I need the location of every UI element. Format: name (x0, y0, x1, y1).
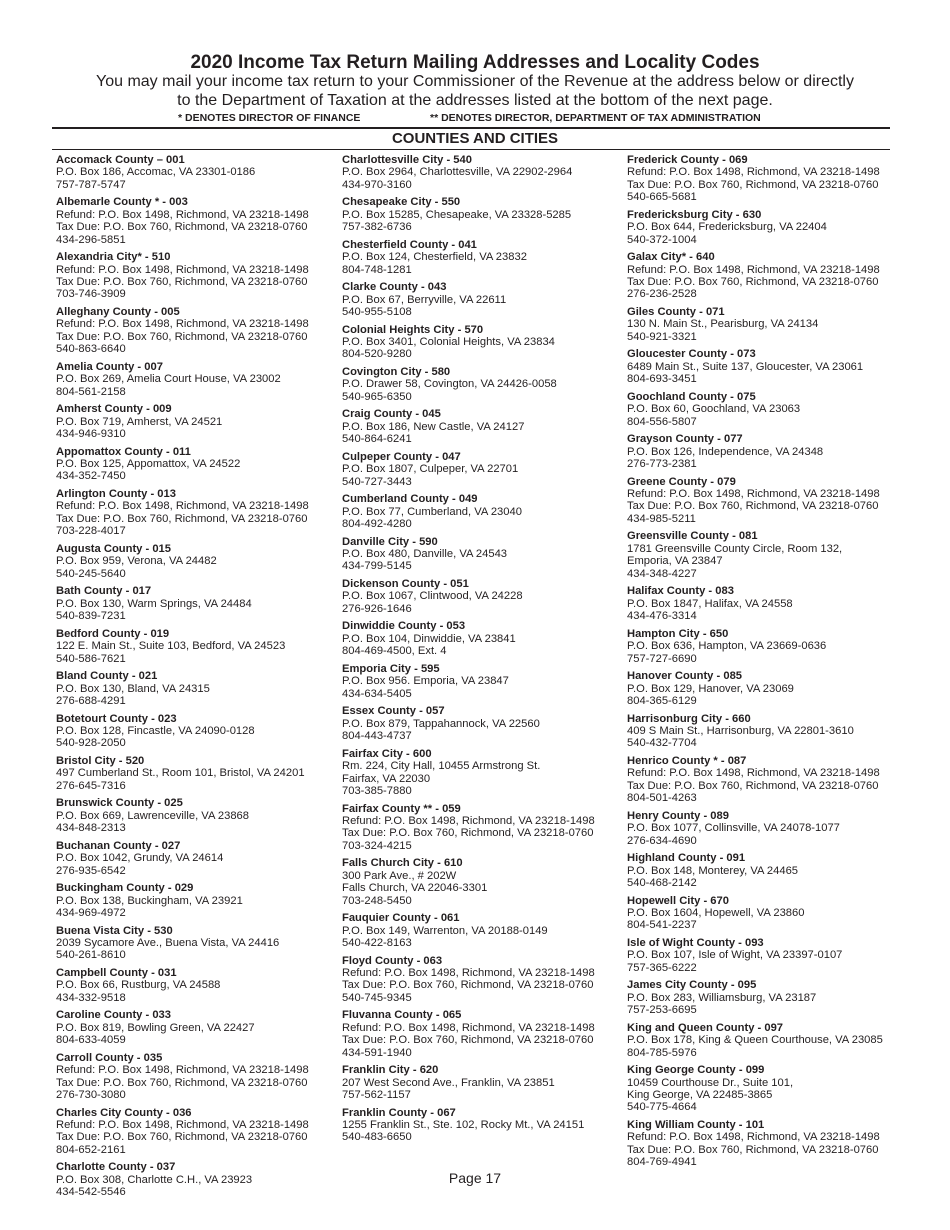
locality-detail-line: Tax Due: P.O. Box 760, Richmond, VA 23218-0760 (56, 1131, 308, 1144)
locality-entry (56, 755, 356, 792)
locality-entry (342, 154, 642, 191)
locality-entry (342, 1107, 642, 1144)
locality-name: Isle of Wight County - 093 (627, 936, 764, 949)
locality-detail-line: P.O. Box 1077, Collinsville, VA 24078-1077 (627, 822, 840, 835)
locality-entry (342, 748, 642, 798)
locality-detail-line: Rm. 224, City Hall, 10455 Armstrong St. (342, 760, 541, 773)
locality-detail-line: 540-775-4664 (627, 1101, 697, 1114)
locality-detail-line: Refund: P.O. Box 1498, Richmond, VA 23218-1498 (56, 1064, 309, 1077)
locality-detail-line: Refund: P.O. Box 1498, Richmond, VA 23218-1498 (627, 166, 880, 179)
locality-entry (56, 670, 356, 707)
locality-entry (342, 578, 642, 615)
page-number: Page 17 (448, 1170, 502, 1186)
locality-entry (627, 628, 927, 665)
locality-detail-line: 540-468-2142 (627, 876, 697, 889)
locality-detail-line: Tax Due: P.O. Box 760, Richmond, VA 23218-0760 (56, 276, 308, 289)
locality-entry (627, 979, 927, 1016)
header-divider (52, 127, 890, 129)
locality-entry (56, 925, 356, 962)
locality-detail-line: 2039 Sycamore Ave., Buena Vista, VA 24416 (56, 936, 280, 949)
locality-name: Colonial Heights City - 570 (342, 323, 484, 336)
locality-name: Chesterfield County - 041 (342, 238, 477, 251)
locality-entry (56, 251, 356, 301)
locality-detail-line: P.O. Box 148, Monterey, VA 24465 (627, 864, 799, 877)
locality-name: Greensville County - 081 (627, 530, 758, 543)
locality-detail-line: Falls Church, VA 22046-3301 (342, 882, 488, 895)
locality-entry (342, 408, 642, 445)
locality-detail-line: 804-443-4737 (342, 730, 412, 743)
locality-detail-line: 434-476-3314 (627, 610, 697, 623)
locality-name: Brunswick County - 025 (56, 797, 183, 810)
locality-detail-line: P.O. Box 130, Warm Springs, VA 24484 (56, 597, 252, 610)
locality-detail-line: 540-372-1004 (627, 233, 697, 246)
locality-name: Arlington County - 013 (56, 488, 176, 501)
locality-detail-line: 804-561-2158 (56, 385, 126, 398)
locality-detail-line: 434-969-4972 (56, 906, 126, 919)
locality-detail-line: Refund: P.O. Box 1498, Richmond, VA 23218-1498 (627, 263, 880, 276)
locality-entry (627, 810, 927, 847)
locality-detail-line: 540-727-3443 (342, 475, 412, 488)
locality-name: Alleghany County - 005 (56, 306, 180, 319)
locality-name: Goochland County - 075 (627, 390, 756, 403)
locality-detail-line: Tax Due: P.O. Box 760, Richmond, VA 23218-0760 (627, 1143, 879, 1156)
locality-detail-line: P.O. Box 67, Berryville, VA 22611 (342, 293, 507, 306)
locality-detail-line: Tax Due: P.O. Box 760, Richmond, VA 23218-0760 (56, 221, 308, 234)
locality-entry (627, 755, 927, 805)
locality-name: Halifax County - 083 (627, 585, 734, 598)
locality-detail-line: 757-365-6222 (627, 961, 697, 974)
locality-entry (627, 433, 927, 470)
locality-detail-line: Tax Due: P.O. Box 760, Richmond, VA 23218-0760 (627, 276, 879, 289)
locality-entry (342, 536, 642, 573)
locality-entry (342, 451, 642, 488)
locality-detail-line: P.O. Box 1067, Clintwood, VA 24228 (342, 590, 523, 603)
note-director-tax-administration: ** DENOTES DIRECTOR, DEPARTMENT OF TAX ADMINISTRATION (430, 112, 761, 124)
locality-entry (56, 967, 356, 1004)
locality-entry (627, 476, 927, 526)
locality-detail-line: 434-848-2313 (56, 822, 126, 835)
locality-name: Galax City* - 640 (627, 251, 715, 264)
locality-name: Caroline County - 033 (56, 1009, 172, 1022)
locality-name: Albemarle County * - 003 (56, 196, 188, 209)
locality-detail-line: P.O. Box 1604, Hopewell, VA 23860 (627, 906, 805, 919)
locality-entry (56, 840, 356, 877)
locality-detail-line: 434-985-5211 (627, 512, 696, 525)
locality-name: Frederick County - 069 (627, 154, 748, 166)
locality-detail-line: Tax Due: P.O. Box 760, Richmond, VA 23218-0760 (342, 827, 594, 840)
locality-detail-line: Tax Due: P.O. Box 760, Richmond, VA 23218-0760 (342, 979, 594, 992)
intro-text: You may mail your income tax return to your Commissioner of the Revenue at the address below or directly to the Department of Taxation at the addresses listed at the bottom of the next page. (96, 73, 854, 109)
locality-entry (627, 713, 927, 750)
locality-name: Chesapeake City - 550 (342, 196, 461, 209)
locality-name: Dickenson County - 051 (342, 578, 469, 591)
locality-detail-line: 540-863-6640 (56, 343, 126, 356)
locality-detail-line: 757-382-6736 (342, 221, 412, 234)
locality-entry (627, 1064, 927, 1114)
locality-detail-line: 1781 Greensville County Circle, Room 132, (627, 542, 843, 555)
locality-detail-line: P.O. Box 669, Lawrenceville, VA 23868 (56, 809, 250, 822)
locality-detail-line: 540-432-7704 (627, 737, 697, 750)
locality-name: Emporia City - 595 (342, 662, 440, 675)
locality-detail-line: P.O. Box 60, Goochland, VA 23063 (627, 403, 801, 416)
locality-detail-line: P.O. Box 959, Verona, VA 24482 (56, 555, 217, 568)
locality-detail-line: Refund: P.O. Box 1498, Richmond, VA 23218-1498 (56, 1118, 309, 1131)
locality-entry (56, 403, 356, 440)
locality-name: Accomack County – 001 (56, 154, 185, 166)
locality-detail-line: P.O. Box 138, Buckingham, VA 23921 (56, 894, 243, 907)
locality-detail-line: 540-745-9345 (342, 991, 412, 1004)
locality-detail-line: 540-261-8610 (56, 949, 126, 962)
locality-name: Fredericksburg City - 630 (627, 208, 762, 221)
locality-detail-line: P.O. Box 2964, Charlottesville, VA 22902-2964 (342, 166, 573, 179)
locality-detail-line: Refund: P.O. Box 1498, Richmond, VA 23218-1498 (56, 318, 309, 331)
locality-name: Charlottesville City - 540 (342, 154, 472, 166)
locality-entry (627, 585, 927, 622)
locality-detail-line: 276-730-3080 (56, 1088, 126, 1101)
locality-detail-line: 540-665-5681 (627, 191, 697, 204)
locality-detail-line: P.O. Box 636, Hampton, VA 23669-0636 (627, 640, 827, 653)
locality-entry (342, 1009, 642, 1059)
locality-name: Danville City - 590 (342, 535, 438, 548)
locality-entry (627, 251, 927, 301)
locality-detail-line: 276-634-4690 (627, 834, 697, 847)
page-title: 2020 Income Tax Return Mailing Addresses and Locality Codes (190, 52, 760, 73)
locality-detail-line: 434-970-3160 (342, 178, 412, 191)
locality-name: Buena Vista City - 530 (56, 924, 173, 937)
locality-entry (56, 1052, 356, 1102)
locality-detail-line: 804-693-3451 (627, 373, 697, 386)
locality-detail-line: Tax Due: P.O. Box 760, Richmond, VA 23218-0760 (627, 178, 879, 191)
locality-entry (627, 937, 927, 974)
locality-name: Gloucester County - 073 (627, 348, 756, 361)
locality-detail-line: 497 Cumberland St., Room 101, Bristol, VA 24201 (56, 767, 305, 780)
locality-detail-line: Tax Due: P.O. Box 760, Richmond, VA 23218-0760 (56, 330, 308, 343)
locality-detail-line: Tax Due: P.O. Box 760, Richmond, VA 23218-0760 (56, 512, 308, 525)
locality-detail-line: P.O. Box 104, Dinwiddie, VA 23841 (342, 632, 516, 645)
locality-detail-line: 540-245-5640 (56, 567, 126, 580)
locality-detail-line: 434-799-5145 (342, 560, 412, 573)
locality-detail-line: Refund: P.O. Box 1498, Richmond, VA 23218-1498 (627, 767, 880, 780)
locality-name: Harrisonburg City - 660 (627, 712, 751, 725)
locality-detail-line: 434-352-7450 (56, 470, 126, 483)
locality-detail-line: 434-332-9518 (56, 991, 126, 1004)
locality-entry (56, 306, 356, 356)
locality-name: Charlotte County - 037 (56, 1161, 176, 1174)
locality-detail-line: P.O. Box 129, Hanover, VA 23069 (627, 682, 794, 695)
locality-name: Floyd County - 063 (342, 954, 443, 967)
locality-detail-line: Refund: P.O. Box 1498, Richmond, VA 23218-1498 (627, 488, 880, 501)
locality-name: Fauquier County - 061 (342, 912, 460, 925)
locality-entry (56, 446, 356, 483)
locality-entry (56, 797, 356, 834)
locality-detail-line: 757-727-6690 (627, 652, 697, 665)
locality-detail-line: 122 E. Main St., Suite 103, Bedford, VA 24523 (56, 640, 286, 653)
section-divider (52, 149, 890, 150)
locality-detail-line: Refund: P.O. Box 1498, Richmond, VA 23218-1498 (342, 966, 595, 979)
locality-detail-line: 804-652-2161 (56, 1143, 126, 1156)
note-director-of-finance: * DENOTES DIRECTOR OF FINANCE (178, 112, 361, 124)
locality-name: Amelia County - 007 (56, 360, 163, 373)
locality-name: Hanover County - 085 (627, 670, 743, 683)
locality-detail-line: 540-586-7621 (56, 652, 126, 665)
locality-entry (627, 154, 927, 204)
locality-entry (56, 154, 356, 191)
locality-detail-line: P.O. Box 128, Fincastle, VA 24090-0128 (56, 724, 255, 737)
locality-detail-line: P.O. Box 644, Fredericksburg, VA 22404 (627, 221, 827, 234)
locality-detail-line: Refund: P.O. Box 1498, Richmond, VA 23218-1498 (56, 263, 309, 276)
locality-name: Essex County - 057 (342, 705, 445, 718)
locality-detail-line: P.O. Box 186, New Castle, VA 24127 (342, 420, 525, 433)
locality-detail-line: P.O. Box 956. Emporia, VA 23847 (342, 675, 509, 688)
locality-column-2 (342, 154, 642, 1149)
locality-name: King and Queen County - 097 (627, 1021, 784, 1034)
locality-entry (342, 955, 642, 1005)
locality-name: Covington City - 580 (342, 366, 451, 379)
locality-detail-line: 434-946-9310 (56, 428, 126, 441)
locality-entry (342, 493, 642, 530)
locality-entry (627, 306, 927, 343)
locality-detail-line: P.O. Box 130, Bland, VA 24315 (56, 682, 210, 695)
locality-detail-line: 804-520-9280 (342, 348, 412, 361)
locality-detail-line: P.O. Box 3401, Colonial Heights, VA 23834 (342, 336, 555, 349)
locality-name: King George County - 099 (627, 1064, 765, 1077)
locality-detail-line: P.O. Box 480, Danville, VA 24543 (342, 548, 508, 561)
locality-name: Botetourt County - 023 (56, 712, 177, 725)
locality-name: Fairfax City - 600 (342, 747, 432, 760)
locality-entry (342, 620, 642, 657)
locality-name: Hopewell City - 670 (627, 894, 729, 907)
locality-detail-line: P.O. Drawer 58, Covington, VA 24426-0058 (342, 378, 557, 391)
locality-detail-line: 804-492-4280 (342, 518, 412, 531)
locality-detail-line: P.O. Box 66, Rustburg, VA 24588 (56, 979, 221, 992)
locality-name: Fairfax County ** - 059 (342, 802, 461, 815)
locality-detail-line: P.O. Box 308, Charlotte C.H., VA 23923 (56, 1173, 253, 1186)
locality-detail-line: 130 N. Main St., Pearisburg, VA 24134 (627, 318, 819, 331)
locality-detail-line: 804-501-4263 (627, 792, 697, 805)
locality-detail-line: 540-955-5108 (342, 306, 412, 319)
locality-detail-line: 434-296-5851 (56, 233, 126, 246)
locality-name: Henry County - 089 (627, 809, 729, 822)
locality-detail-line: Refund: P.O. Box 1498, Richmond, VA 23218-1498 (342, 1021, 595, 1034)
locality-detail-line: P.O. Box 15285, Chesapeake, VA 23328-5285 (342, 208, 572, 221)
locality-detail-line: 804-365-6129 (627, 694, 697, 707)
locality-entry (56, 488, 356, 538)
locality-detail-line: 540-965-6350 (342, 390, 412, 403)
locality-detail-line: 757-253-6695 (627, 1004, 697, 1017)
locality-detail-line: P.O. Box 879, Tappahannock, VA 22560 (342, 717, 540, 730)
locality-detail-line: Refund: P.O. Box 1498, Richmond, VA 23218-1498 (56, 500, 309, 513)
locality-entry (56, 713, 356, 750)
locality-entry (627, 1119, 927, 1169)
locality-detail-line: 276-926-1646 (342, 602, 412, 615)
locality-detail-line: P.O. Box 1042, Grundy, VA 24614 (56, 852, 224, 865)
locality-entry (56, 361, 356, 398)
locality-detail-line: Tax Due: P.O. Box 760, Richmond, VA 23218-0760 (342, 1034, 594, 1047)
locality-detail-line: 276-688-4291 (56, 694, 126, 707)
locality-entry (342, 663, 642, 700)
locality-name: Henrico County * - 087 (627, 754, 747, 767)
locality-entry (627, 209, 927, 246)
locality-column-1 (56, 154, 356, 1204)
locality-detail-line: P.O. Box 125, Appomattox, VA 24522 (56, 458, 241, 471)
locality-entry (342, 239, 642, 276)
locality-detail-line: 804-748-1281 (342, 263, 412, 276)
locality-entry (342, 1064, 642, 1101)
locality-detail-line: 540-839-7231 (56, 610, 126, 623)
locality-entry (342, 324, 642, 361)
locality-detail-line: 540-928-2050 (56, 737, 126, 750)
locality-detail-line: P.O. Box 77, Cumberland, VA 23040 (342, 505, 522, 518)
locality-detail-line: P.O. Box 1807, Culpeper, VA 22701 (342, 463, 519, 476)
locality-detail-line: Refund: P.O. Box 1498, Richmond, VA 23218-1498 (56, 208, 309, 221)
locality-detail-line: 703-324-4215 (342, 839, 412, 852)
locality-entry (342, 912, 642, 949)
locality-detail-line: 804-633-4059 (56, 1034, 126, 1047)
locality-name: Bland County - 021 (56, 670, 158, 683)
locality-detail-line: P.O. Box 269, Amelia Court House, VA 23002 (56, 373, 281, 386)
locality-detail-line: Tax Due: P.O. Box 760, Richmond, VA 23218-0760 (627, 500, 879, 513)
locality-detail-line: P.O. Box 283, Williamsburg, VA 23187 (627, 991, 817, 1004)
locality-detail-line: P.O. Box 149, Warrenton, VA 20188-0149 (342, 924, 548, 937)
locality-detail-line: 703-385-7880 (342, 784, 412, 797)
locality-detail-line: Emporia, VA 23847 (627, 555, 723, 568)
locality-name: Buchanan County - 027 (56, 839, 181, 852)
locality-name: Charles City County - 036 (56, 1106, 192, 1119)
locality-name: Bedford County - 019 (56, 627, 170, 640)
locality-name: Greene County - 079 (627, 475, 736, 488)
locality-detail-line: 276-773-2381 (627, 458, 697, 471)
locality-entry (56, 196, 356, 246)
locality-detail-line: P.O. Box 124, Chesterfield, VA 23832 (342, 251, 527, 264)
locality-entry (342, 857, 642, 907)
locality-detail-line: P.O. Box 126, Independence, VA 24348 (627, 445, 824, 458)
locality-detail-line: 276-645-7316 (56, 779, 126, 792)
locality-name: Appomattox County - 011 (56, 445, 191, 458)
locality-detail-line: Tax Due: P.O. Box 760, Richmond, VA 23218-0760 (627, 779, 879, 792)
locality-name: Craig County - 045 (342, 408, 441, 421)
locality-detail-line: 703-228-4017 (56, 525, 126, 538)
locality-detail-line: 434-542-5546 (56, 1186, 126, 1199)
locality-entry (342, 705, 642, 742)
locality-entry (56, 543, 356, 580)
locality-detail-line: 434-348-4227 (627, 567, 697, 580)
locality-entry (627, 348, 927, 385)
locality-detail-line: 540-422-8163 (342, 936, 412, 949)
locality-detail-line: 10459 Courthouse Dr., Suite 101, (627, 1076, 794, 1089)
locality-entry (342, 196, 642, 233)
locality-detail-line: 703-746-3909 (56, 288, 126, 301)
locality-detail-line: P.O. Box 819, Bowling Green, VA 22427 (56, 1021, 255, 1034)
locality-name: Culpeper County - 047 (342, 450, 461, 463)
locality-name: Highland County - 091 (627, 852, 746, 865)
locality-detail-line: 434-634-5405 (342, 687, 412, 700)
locality-detail-line: 409 S Main St., Harrisonburg, VA 22801-3610 (627, 724, 854, 737)
locality-entry (56, 882, 356, 919)
locality-detail-line: 540-483-6650 (342, 1131, 412, 1144)
locality-name: Amherst County - 009 (56, 403, 172, 416)
locality-detail-line: 434-591-1940 (342, 1046, 412, 1059)
locality-name: Bristol City - 520 (56, 754, 145, 767)
locality-detail-line: 757-787-5747 (56, 178, 126, 191)
locality-name: Bath County - 017 (56, 585, 152, 598)
locality-detail-line: 276-935-6542 (56, 864, 126, 877)
locality-detail-line: P.O. Box 719, Amherst, VA 24521 (56, 415, 223, 428)
locality-detail-line: 276-236-2528 (627, 288, 697, 301)
locality-detail-line: P.O. Box 107, Isle of Wight, VA 23397-0107 (627, 949, 843, 962)
locality-detail-line: 804-541-2237 (627, 919, 697, 932)
locality-name: Giles County - 071 (627, 306, 725, 319)
locality-entry (627, 670, 927, 707)
locality-entry (342, 281, 642, 318)
locality-name: Cumberland County - 049 (342, 493, 478, 506)
locality-detail-line: 6489 Main St., Suite 137, Gloucester, VA 23061 (627, 360, 864, 373)
locality-entry (56, 628, 356, 665)
locality-entry (627, 852, 927, 889)
locality-detail-line: 804-769-4941 (627, 1156, 697, 1169)
locality-detail-line: 540-921-3321 (627, 330, 697, 343)
locality-entry (56, 1009, 356, 1046)
locality-entry (56, 585, 356, 622)
locality-entry (627, 530, 927, 580)
locality-name: Hampton City - 650 (627, 627, 729, 640)
locality-name: Falls Church City - 610 (342, 857, 463, 870)
locality-name: Fluvanna County - 065 (342, 1009, 462, 1022)
locality-detail-line: 207 West Second Ave., Franklin, VA 23851 (342, 1076, 555, 1089)
locality-name: Franklin County - 067 (342, 1106, 456, 1119)
section-heading: COUNTIES AND CITIES (391, 130, 559, 147)
locality-name: Dinwiddie County - 053 (342, 620, 466, 633)
locality-entry (342, 803, 642, 853)
locality-name: Alexandria City* - 510 (56, 251, 171, 264)
locality-name: Carroll County - 035 (56, 1051, 163, 1064)
locality-detail-line: 540-864-6241 (342, 433, 412, 446)
locality-name: King William County - 101 (627, 1118, 765, 1131)
locality-detail-line: 1255 Franklin St., Ste. 102, Rocky Mt., VA 24151 (342, 1118, 585, 1131)
locality-name: Augusta County - 015 (56, 542, 171, 555)
locality-detail-line: 804-556-5807 (627, 415, 697, 428)
locality-entry (56, 1107, 356, 1157)
locality-detail-line: 804-469-4500, Ext. 4 (342, 645, 447, 658)
locality-entry (627, 391, 927, 428)
locality-name: James City County - 095 (627, 979, 757, 992)
locality-entry (342, 366, 642, 403)
locality-name: Buckingham County - 029 (56, 882, 194, 895)
locality-detail-line: P.O. Box 186, Accomac, VA 23301-0186 (56, 166, 256, 179)
locality-name: Clarke County - 043 (342, 281, 447, 294)
locality-detail-line: 300 Park Ave., # 202W (342, 869, 457, 882)
locality-detail-line: Fairfax, VA 22030 (342, 772, 431, 785)
locality-detail-line: Refund: P.O. Box 1498, Richmond, VA 23218-1498 (627, 1131, 880, 1144)
locality-column-3 (627, 154, 927, 1174)
locality-entry (627, 1022, 927, 1059)
locality-detail-line: 804-785-5976 (627, 1046, 697, 1059)
locality-detail-line: Refund: P.O. Box 1498, Richmond, VA 23218-1498 (342, 814, 595, 827)
locality-detail-line: P.O. Box 178, King & Queen Courthouse, VA 23085 (627, 1034, 883, 1047)
locality-detail-line: Tax Due: P.O. Box 760, Richmond, VA 23218-0760 (56, 1076, 308, 1089)
locality-name: Franklin City - 620 (342, 1064, 439, 1077)
locality-detail-line: P.O. Box 1847, Halifax, VA 24558 (627, 597, 793, 610)
locality-detail-line: 703-248-5450 (342, 894, 412, 907)
locality-entry (627, 895, 927, 932)
locality-name: Campbell County - 031 (56, 966, 177, 979)
locality-name: Grayson County - 077 (627, 433, 743, 446)
locality-detail-line: 757-562-1157 (342, 1088, 411, 1101)
locality-detail-line: King George, VA 22485-3865 (627, 1088, 773, 1101)
